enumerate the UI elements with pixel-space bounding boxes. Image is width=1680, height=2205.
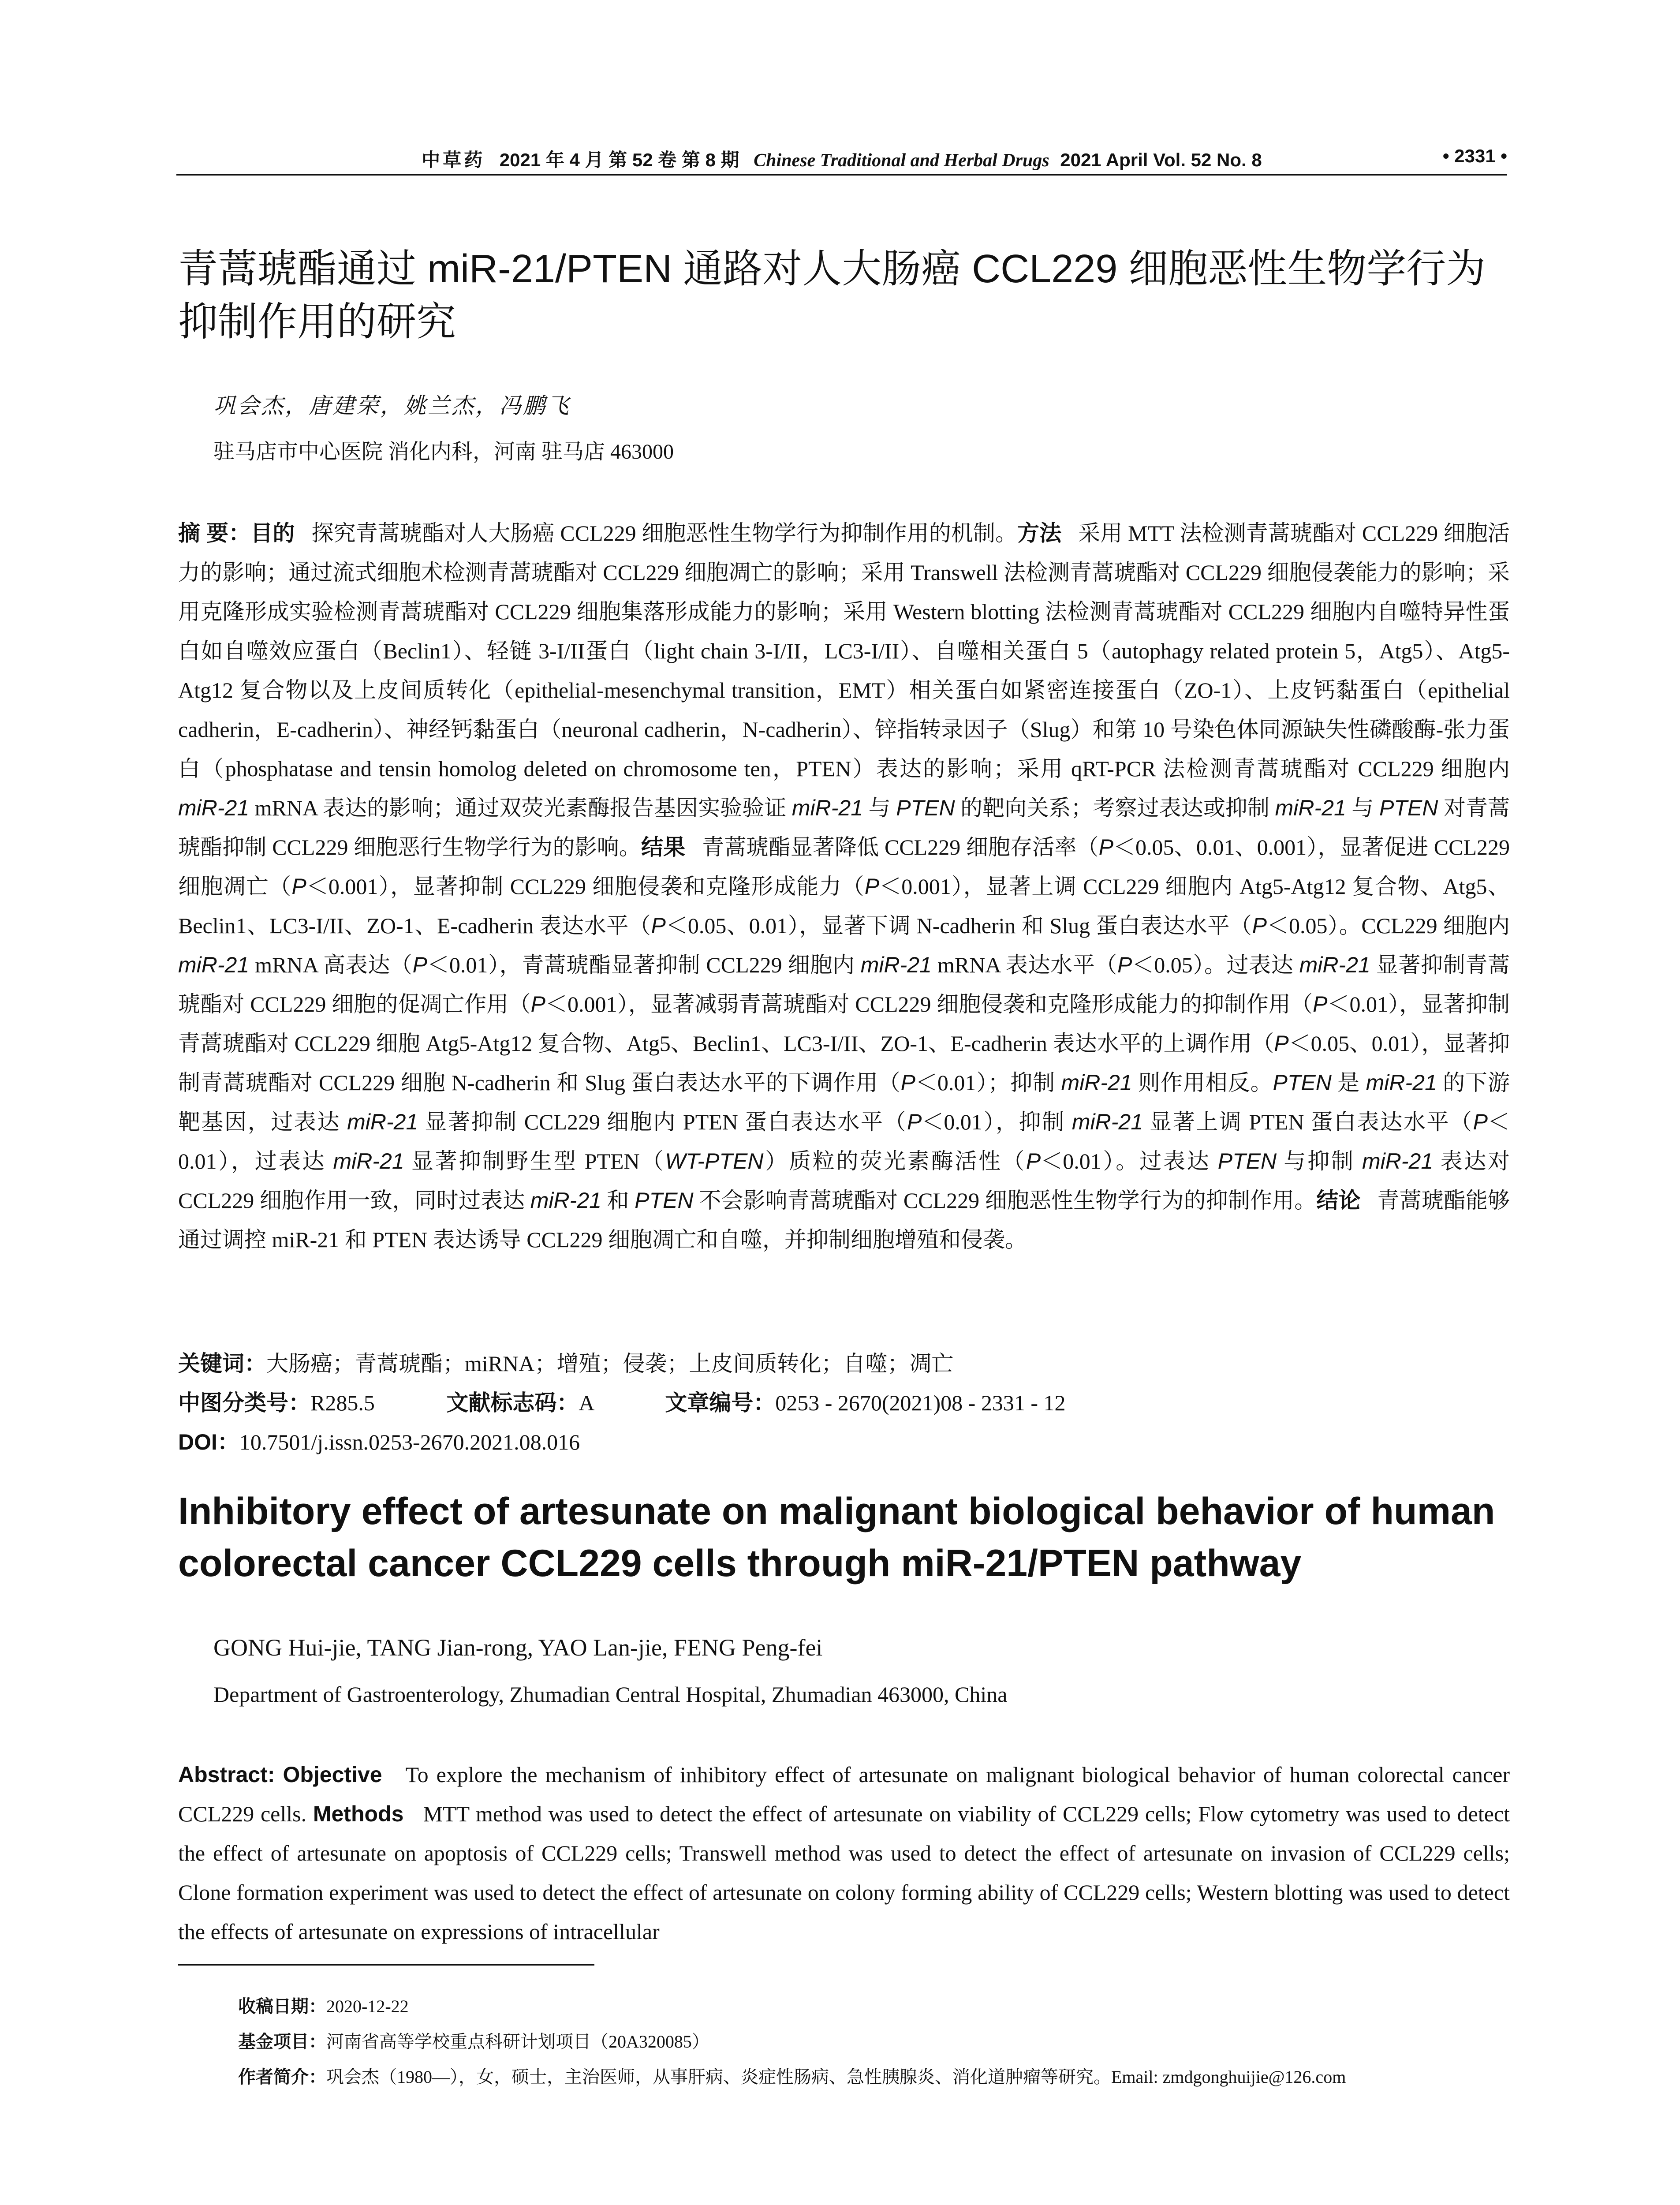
objective-text-en: To explore the mechanism of inhibitory effect of artesunate on malignant biological behavior of human colorectal cancer CCL229 cells. (178, 1762, 1510, 1826)
results-text-cn: 青蒿琥酯显著降低 CCL229 细胞存活率（ (702, 835, 1099, 860)
keywords-line (178, 1346, 953, 1378)
received-date: 2020-12-22 (326, 1996, 409, 2016)
p-symbol: P (907, 1110, 922, 1134)
affiliation-en: Department of Gastroenterology, Zhumadian Central Hospital, Zhumadian 463000, China (213, 1682, 1008, 1707)
p-symbol: P (864, 874, 880, 899)
gene-term: miR-21 (791, 796, 863, 820)
authors-en: GONG Hui-jie, TANG Jian-rong, YAO Lan-jie, FENG Peng-fei (213, 1634, 823, 1661)
methods-text-cn: 与 (1346, 796, 1379, 820)
results-text-cn: 显著抑制野生型 PTEN（ (404, 1149, 665, 1174)
keywords-label: 关键词： (178, 1351, 266, 1376)
footnote-author (238, 2059, 1512, 2095)
fund-label: 基金项目： (238, 2032, 326, 2052)
gene-term: PTEN (1217, 1149, 1277, 1174)
results-text-cn: 显著上调 PTEN 蛋白表达水平（ (1143, 1110, 1473, 1134)
keywords-text: 大肠癌；青蒿琥酯；miRNA；增殖；侵袭；上皮间质转化；自噬；凋亡 (266, 1351, 954, 1376)
p-symbol: P (1252, 913, 1267, 938)
results-text-cn: 与抑制 (1277, 1149, 1363, 1174)
footnotes (238, 1989, 1512, 2095)
running-header (176, 140, 1507, 176)
p-symbol: P (900, 1070, 915, 1095)
doi-label: DOI： (178, 1430, 239, 1454)
doc-code-value: A (579, 1390, 594, 1415)
results-text-cn: ＜0.05、0.01），显著抑制青蒿琥酯对 CCL229 细胞 N-cadherin 和 Slug 蛋白表达水平的下调作用（ (178, 1031, 1510, 1095)
p-symbol: P (1117, 953, 1132, 977)
gene-term: miR-21 (860, 953, 932, 977)
abstract-en (178, 1755, 1510, 1951)
results-text-cn: 的下游靶基因，过表达 (178, 1070, 1510, 1134)
results-text-cn: ＜0.05、0.01），显著下调 N-cadherin 和 Slug 蛋白表达水平（ (665, 913, 1252, 938)
gene-term: miR-21 (333, 1149, 404, 1174)
journal-name-cn: 中草药 (422, 150, 485, 171)
results-text-cn: ＜0.001），显著减弱青蒿琥酯对 CCL229 细胞侵袭和克隆形成能力的抑制作用（ (545, 992, 1313, 1017)
article-title-cn: 青蒿琥酯通过 miR-21/PTEN 通路对人大肠癌 CCL229 细胞恶性生物学行为抑制作用的研究 (178, 247, 1486, 344)
gene-term: PTEN (1273, 1070, 1332, 1095)
article-number-label: 文章编号： (665, 1390, 776, 1415)
results-text-cn: 表达对 CCL229 细胞作用一致，同时过表达 (178, 1149, 1510, 1213)
gene-term: miR-21 (178, 796, 250, 820)
p-symbol: P (1098, 835, 1114, 860)
gene-term: miR-21 (530, 1188, 601, 1213)
gene-term: miR-21 (1275, 796, 1346, 820)
methods-text-cn: 的靶向关系；考察过表达或抑制 (955, 796, 1275, 820)
results-text-cn: ＜0.001），显著上调 CCL229 细胞内 Atg5-Atg12 复合物、Atg5、Beclin1、LC3-I/II、ZO-1、E-cadherin 表达水平（ (178, 874, 1510, 938)
results-text-cn: ＜0.05）。过表达 (1132, 953, 1299, 977)
article-number-value: 0253 - 2670(2021)08 - 2331 - 12 (775, 1390, 1066, 1415)
gene-term: miR-21 (347, 1110, 418, 1134)
methods-label-en: Methods (313, 1801, 404, 1826)
results-text-cn: ＜0.05、0.01、0.001），显著促进 CCL229 细胞凋亡（ (178, 835, 1510, 899)
p-symbol: P (530, 992, 546, 1017)
results-text-cn: ＜0.001），显著抑制 CCL229 细胞侵袭和克隆形成能力（ (306, 874, 865, 899)
p-symbol: P (1473, 1110, 1488, 1134)
conclusion-label-cn: 结论 (1316, 1188, 1361, 1213)
results-text-cn: ＜0.01），青蒿琥酯显著抑制 CCL229 细胞内 (427, 953, 861, 977)
results-text-cn: ＜0.01），过表达 (178, 1110, 1510, 1174)
results-text-cn: ＜0.01），抑制 (922, 1110, 1072, 1134)
classification-line (178, 1385, 1065, 1417)
p-symbol: P (1274, 1031, 1289, 1056)
article-title-en: Inhibitory effect of artesunate on malignant biological behavior of human colorectal cancer CCL229 cells through miR-21/PTEN pathway (178, 1490, 1495, 1585)
gene-term: miR-21 (1071, 1110, 1143, 1134)
results-text-cn: 不会影响青蒿琥酯对 CCL229 细胞恶性生物学行为的抑制作用。 (693, 1188, 1317, 1213)
methods-text-cn: mRNA 表达的影响；通过双荧光素酶报告基因实验验证 (249, 796, 792, 820)
gene-term: miR-21 (1061, 1070, 1132, 1095)
results-text-cn: ＜0.01）；抑制 (915, 1070, 1061, 1095)
results-label-cn: 结果 (641, 835, 686, 860)
results-text-cn: 显著抑制 CCL229 细胞内 PTEN 蛋白表达水平（ (418, 1110, 907, 1134)
results-text-cn: 是 (1331, 1070, 1366, 1095)
gene-term: miR-21 (178, 953, 250, 977)
issue-en: 2021 April Vol. 52 No. 8 (1060, 149, 1262, 170)
issue-cn: 2021 年 4 月 第 52 卷 第 8 期 (499, 149, 739, 170)
results-text-cn: 和 (601, 1188, 635, 1213)
results-text-cn: ＜0.01）。过表达 (1041, 1149, 1218, 1174)
author-bio-text: 巩会杰（1980—），女，硕士，主治医师，从事肝病、炎症性肠病、急性胰腺炎、消化道肿瘤等研究。Email: zmdgonghuijie@126.com (326, 2067, 1346, 2087)
clc-value: R285.5 (310, 1390, 375, 1415)
results-text-cn: 则作用相反。 (1132, 1070, 1273, 1095)
objective-label-en: Objective (283, 1762, 382, 1787)
gene-term: PTEN (1379, 796, 1438, 820)
doc-code-label: 文献标志码： (446, 1390, 579, 1415)
gene-term: miR-21 (1362, 1149, 1434, 1174)
received-label: 收稿日期： (238, 1997, 326, 2016)
results-text-cn: ＜0.05）。CCL229 细胞内 (1267, 913, 1510, 938)
p-symbol: P (1026, 1149, 1041, 1174)
methods-text-cn: 对青蒿琥酯抑制 CCL229 细胞恶行生物学行为的影响。 (178, 796, 1510, 860)
methods-text-cn: 与 (863, 796, 896, 820)
footnote-received (238, 1989, 1512, 2024)
footnote-rule (178, 1964, 594, 1966)
gene-term: PTEN (635, 1188, 694, 1213)
footnote-fund (238, 2024, 1512, 2059)
affiliation-cn: 驻马店市中心医院 消化内科，河南 驻马店 463000 (213, 440, 674, 463)
methods-text-en: MTT method was used to detect the effect of artesunate on viability of CCL229 cells; Flow cytometry was used to detect the effect of artesunate on apoptosis of CCL229 cells; Transwell method was used to detect the effect of artesunate on invasion of CCL229 cells; Clone formation experiment was used to detect the effect of artesunate on colony forming ability of CCL229 cells; Western blotting was used to detect the effects of artesunate on expressions of intracellular (178, 1801, 1510, 1944)
doi-value: 10.7501/j.issn.0253-2670.2021.08.016 (239, 1430, 580, 1454)
conclusion-text-cn: 青蒿琥酯能够通过调控 miR-21 和 PTEN 表达诱导 CCL229 细胞凋亡和自噬，并抑制细胞增殖和侵袭。 (178, 1188, 1510, 1252)
p-symbol: P (651, 913, 666, 938)
results-text-cn: 显著抑制青蒿琥酯对 CCL229 细胞的促凋亡作用（ (178, 953, 1510, 1017)
journal-name-en: Chinese Traditional and Herbal Drugs (754, 150, 1049, 171)
gene-term: WT-PTEN (665, 1149, 764, 1174)
abstract-label-cn: 摘 要： (178, 521, 251, 546)
clc-label: 中图分类号： (178, 1390, 310, 1415)
results-text-cn: ＜0.01），显著抑制青蒿琥酯对 CCL229 细胞 Atg5-Atg12 复合物、Atg5、Beclin1、LC3-I/II、ZO-1、E-cadherin 表达水平的上调作用（ (178, 992, 1510, 1056)
fund-text: 河南省高等学校重点科研计划项目（20A320085） (326, 2032, 709, 2052)
gene-term: PTEN (896, 796, 955, 820)
results-text-cn: ）质粒的荧光素酶活性（ (763, 1149, 1026, 1174)
abstract-label-en: Abstract: (178, 1762, 275, 1787)
objective-label-cn: 目的 (250, 521, 295, 546)
methods-label-cn: 方法 (1017, 521, 1062, 546)
p-symbol: P (1313, 992, 1328, 1017)
page-number: • 2331 • (1442, 146, 1507, 166)
authors-cn: 巩会杰，唐建荣，姚兰杰，冯鹏飞 (213, 393, 571, 418)
doi-line (178, 1424, 580, 1456)
objective-text-cn: 探究青蒿琥酯对人大肠癌 CCL229 细胞恶性生物学行为抑制作用的机制。 (311, 521, 1018, 546)
abstract-cn (178, 514, 1510, 1259)
gene-term: miR-21 (1366, 1070, 1437, 1095)
p-symbol: P (412, 953, 427, 977)
results-text-cn: mRNA 表达水平（ (931, 953, 1117, 977)
p-symbol: P (291, 874, 306, 899)
gene-term: miR-21 (1299, 953, 1370, 977)
methods-text-cn: 采用 MTT 法检测青蒿琥酯对 CCL229 细胞活力的影响；通过流式细胞术检测青蒿琥酯对 CCL229 细胞凋亡的影响；采用 Transwell 法检测青蒿琥酯对 CCL229 细胞侵袭能力的影响；采用克隆形成实验检测青蒿琥酯对 CCL229 细胞集落形成能力的影响；采用 Western blotting 法检测青蒿琥酯对 CCL229 细胞内自噬特异性蛋白如自噬效应蛋白（Beclin1）、轻链 3-I/II蛋白（light chain 3-I/II，LC3-I/II）、自噬相关蛋白 5（autophagy related protein 5，Atg5）、Atg5-Atg12 复合物以及上皮间质转化（epithelial-mesenchymal transition，EMT）相关蛋白如紧密连接蛋白（ZO-1）、上皮钙黏蛋白（epithelial cadherin，E-cadherin）、神经钙黏蛋白（neuronal cadherin，N-cadherin）、锌指转录因子（Slug）和第 10 号染色体同源缺失性磷酸酶-张力蛋白（phosphatase and tensin homolog deleted on chromosome ten，PTEN）表达的影响；采用 qRT-PCR 法检测青蒿琥酯对 CCL229 细胞内 (178, 521, 1510, 781)
running-header-title (176, 146, 1507, 172)
author-bio-label: 作者简介： (238, 2067, 326, 2087)
results-text-cn: mRNA 高表达（ (249, 953, 413, 977)
